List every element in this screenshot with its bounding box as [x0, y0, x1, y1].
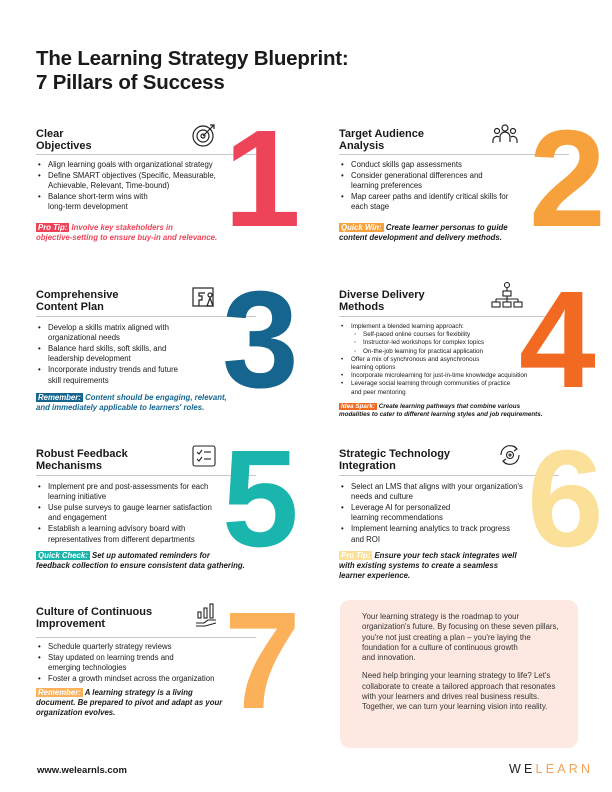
pillar-tip: Quick Check: Set up automated reminders for feedback collection to ensure consistent data gathering. [36, 551, 245, 571]
pillar-number: 2 [529, 102, 602, 256]
pillar-heading: Diverse Delivery Methods [339, 289, 425, 313]
checklist-icon [191, 444, 219, 475]
pillar-number: 6 [527, 422, 600, 576]
list-item: • Define SMART objectives (Specific, Measurable, Achievable, Relevant, Time-bound) [36, 171, 216, 191]
pillar-bullets [36, 323, 178, 387]
list-item: • Leverage AI for personalized learning recommendations [339, 503, 523, 523]
tip-label: Remember: [38, 688, 81, 697]
list-item: • Implement learning analytics to track progress and ROI [339, 524, 523, 544]
list-item: ◦ Self-paced online courses for flexibility [339, 331, 527, 339]
pillar-bullets [339, 160, 508, 213]
list-item: • Establish a learning advisory board with representatives from different departments [36, 524, 212, 544]
pillar-2-card [339, 102, 602, 256]
list-item: • Leverage social learning through communities of practice and peer mentoring [339, 380, 527, 396]
page-title-line1: The Learning Strategy Blueprint: [36, 47, 349, 70]
list-item: • Stay updated on learning trends and emerging technologies [36, 653, 214, 673]
brand-logo: WELEARN [509, 762, 594, 776]
pillar-heading: Clear Objectives [36, 128, 92, 152]
tip-label: Idea Spark: [341, 403, 375, 410]
team-icon [491, 122, 519, 153]
pillar-number: 5 [222, 422, 295, 576]
tip-label: Pro Tip: [341, 551, 371, 560]
pillar-heading: Culture of Continuous Improvement [36, 606, 153, 630]
pillar-bullets [36, 160, 216, 213]
list-item: • Foster a growth mindset across the organization [36, 674, 214, 684]
list-item: • Balance short-term wins with long-term development [36, 192, 216, 212]
list-item: ◦ On-the-job learning for practical application [339, 348, 527, 356]
cta-box [340, 600, 578, 748]
list-item: • Conduct skills gap assessments [339, 160, 508, 170]
pillar-tip: Remember: Content should be engaging, relevant, and immediately applicable to learners' roles. [36, 393, 227, 413]
pillar-heading: Robust Feedback Mechanisms [36, 448, 128, 472]
pillar-tip: Quick Win: Create learner personas to guide content development and delivery methods. [339, 223, 508, 243]
list-item: • Consider generational differences and learning preferences [339, 171, 508, 191]
pillar-number: 1 [224, 102, 297, 256]
website-link[interactable]: www.welearnls.com [37, 765, 127, 776]
pillar-5-card [36, 422, 296, 576]
growth-chart-icon [194, 600, 220, 633]
tip-label: Remember: [38, 393, 81, 402]
pillar-tip: Idea Spark: Create learning pathways that combine various modalities to cater to different learning styles and job requirements. [339, 403, 543, 419]
pillar-bullets [36, 642, 214, 685]
pillar-bullets [36, 482, 212, 546]
target-icon [191, 122, 217, 153]
pillar-bullets [339, 482, 523, 546]
tip-label: Pro Tip: [38, 223, 68, 232]
pillar-number: 7 [224, 584, 297, 738]
tip-label: Quick Win: [341, 223, 382, 232]
pillar-heading: Strategic Technology Integration [339, 448, 451, 472]
pillar-bullets [339, 323, 527, 397]
pillar-1-card [36, 102, 297, 256]
page-title-line2: 7 Pillars of Success [36, 71, 225, 94]
list-item: • Incorporate microlearning for just-in-time knowledge acquisition [339, 372, 527, 380]
pillar-number: 3 [222, 263, 295, 417]
pillar-4-card [339, 263, 599, 424]
pillar-heading: Target Audience Analysis [339, 128, 424, 152]
pillar-tip: Pro Tip: Involve key stakeholders in objective-setting to ensure buy-in and relevance. [36, 223, 218, 243]
pillar-tip: Pro Tip: Ensure your tech stack integrates well with existing systems to create a seamless learner experience. [339, 551, 517, 581]
list-item: • Incorporate industry trends and future skill requirements [36, 365, 178, 385]
cta-paragraph-1: Your learning strategy is the roadmap to your organization's future. By focusing on these seven pillars, you're not just creating a plan – you're laying the foundation for a culture of continuous growth and innovation. [362, 612, 559, 663]
list-item: • Offer a mix of synchronous and asynchronous learning options [339, 356, 527, 372]
list-item: ◦ Instructor-led workshops for complex topics [339, 339, 527, 347]
list-item: • Map career paths and identify critical skills for each stage [339, 192, 508, 212]
list-item: • Select an LMS that aligns with your organization's needs and culture [339, 482, 523, 502]
divider [36, 637, 256, 638]
list-item: • Align learning goals with organizational strategy [36, 160, 216, 170]
list-item: • Develop a skills matrix aligned with organizational needs [36, 323, 178, 343]
pillar-tip: Remember: A learning strategy is a living document. Be prepared to pivot and adapt as your organization evolves. [36, 688, 223, 718]
pillar-3-card [36, 263, 296, 424]
gear-cycle-icon [497, 442, 523, 473]
strategy-board-icon [191, 285, 219, 316]
cta-paragraph-2: Need help bringing your learning strategy to life? Let's collaborate to create a tailored approach that resonates with your learners and drives real business results. Together, we can turn your learning vision into reality. [362, 671, 556, 712]
list-item: • Schedule quarterly strategy reviews [36, 642, 214, 652]
tip-label: Quick Check: [38, 551, 88, 560]
list-item: • Use pulse surveys to gauge learner satisfaction and engagement [36, 503, 212, 523]
pillar-heading: Comprehensive Content Plan [36, 289, 119, 313]
pillar-6-card [339, 422, 600, 581]
list-item: • Implement a blended learning approach: [339, 323, 527, 331]
pillar-7-card [36, 584, 297, 738]
list-item: • Implement pre and post-assessments for each learning initiative [36, 482, 212, 502]
divider [339, 475, 559, 476]
list-item: • Balance hard skills, soft skills, and leadership development [36, 344, 178, 364]
page-title [36, 47, 349, 95]
pillar-number: 4 [519, 263, 592, 417]
